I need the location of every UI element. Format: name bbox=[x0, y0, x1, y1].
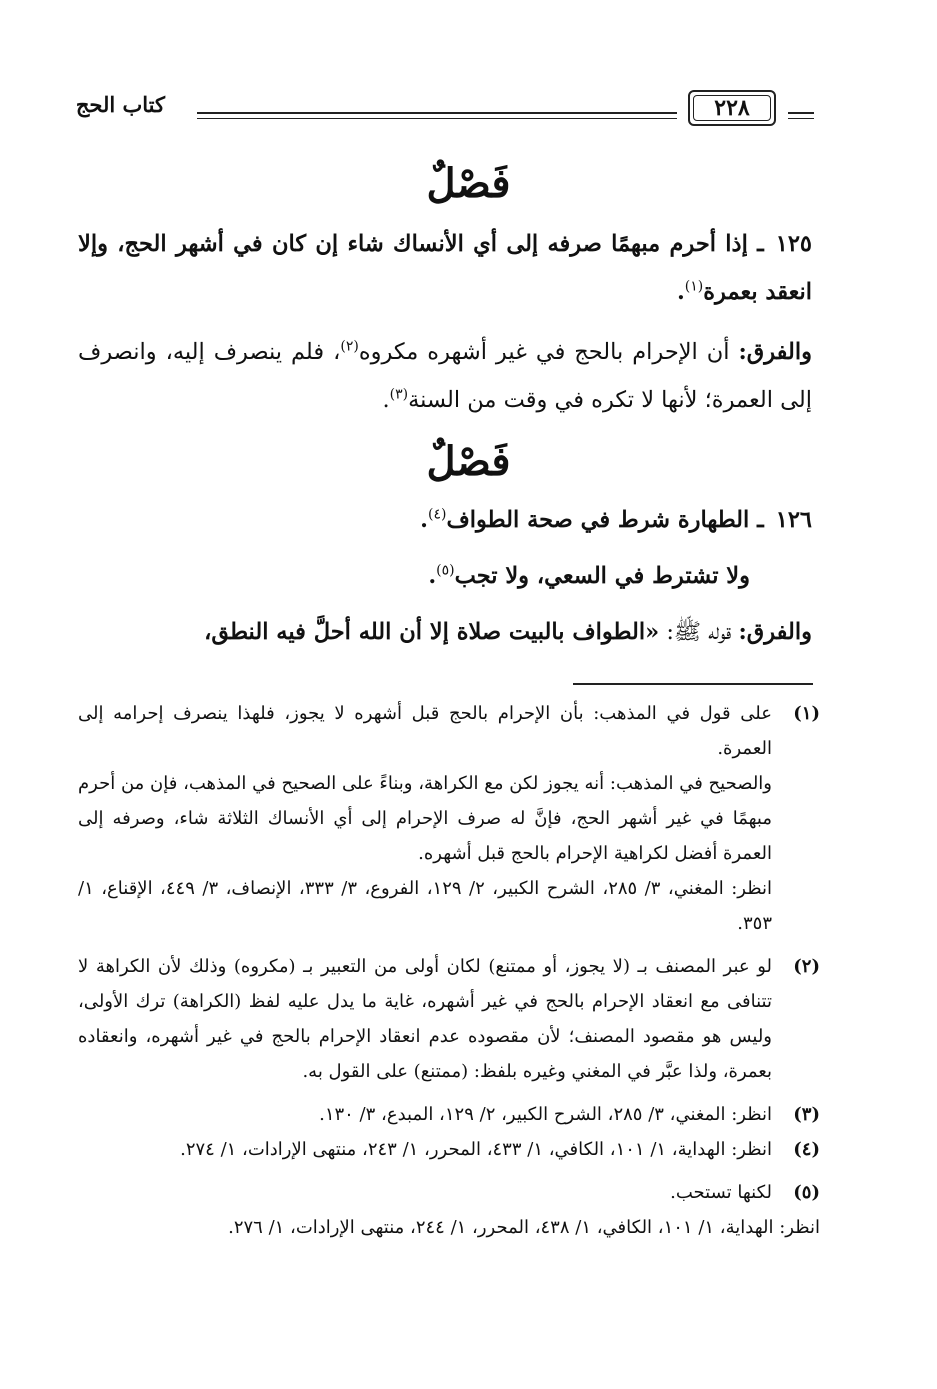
rule-end: . bbox=[420, 507, 428, 533]
footnote-ref[interactable]: (٣) bbox=[389, 386, 409, 403]
footnote-3 bbox=[78, 1097, 820, 1132]
rule-text: إذا أحرم مبهمًا صرفه إلى أي الأنساك شاء إن كان في أشهر الحج، وإلا انعقد بعمرة bbox=[78, 231, 812, 305]
footnote-number: (٤) bbox=[793, 1139, 820, 1160]
farq-paragraph-2 bbox=[78, 608, 812, 656]
header-rule-thin bbox=[197, 118, 677, 119]
header-rule-right-thin bbox=[788, 118, 814, 119]
footnote-text: لو عبر المصنف بـ (لا يجوز، أو ممتنع) لكان أولى من التعبير بـ (مكروه) وذلك لأن الكراهة لا تتنافى مع انعقاد الإحرام بالحج في غير أشهره، غاية ما يدل عليه لفظ (الكراهة) ترك الأولى، وليس هو مقصود المصنف؛ لأن مقصوده عدم انعقاد الإحرام بالحج في غير أشهره، وانعقاده بعمرة، ولذا عبَّر في المغني وغيره بلفظ: (ممتنع) على القول به. bbox=[78, 956, 772, 1082]
footnote-ref[interactable]: (٢) bbox=[340, 338, 359, 355]
footnote-4 bbox=[78, 1132, 820, 1167]
rule-number: ١٢٥ bbox=[775, 231, 812, 257]
rule-end: . bbox=[676, 279, 685, 305]
rule-dash: ـ bbox=[757, 507, 764, 533]
rule-125 bbox=[78, 220, 812, 316]
page-number: ٢٢٨ bbox=[714, 95, 750, 121]
running-header-title: كتاب الحج bbox=[75, 92, 165, 117]
footnote-text: والصحيح في المذهب: أنه يجوز لكن مع الكراهة، وبناءً على الصحيح في المذهب، فإن من أحرم مبهمًا في غير أشهر الحج، فإنَّ له صرف الإحرام إلى أي الأنساك الثلاثة شاء، وصرفه إلى العمرة أفضل لكراهية الإحرام بالحج قبل أشهره. bbox=[78, 773, 772, 864]
farq-paragraph-1 bbox=[78, 328, 812, 424]
section-1-body bbox=[78, 220, 812, 424]
footnote-ref[interactable]: (٥) bbox=[436, 562, 455, 579]
footnote-1 bbox=[78, 696, 820, 941]
farq-text: قوله ﷺ: bbox=[666, 619, 732, 645]
footnote-5 bbox=[78, 1175, 820, 1210]
rule-126-continued bbox=[78, 552, 812, 600]
section-2-body bbox=[78, 496, 812, 656]
rule-text: ولا تشترط في السعي، ولا تجب bbox=[454, 563, 750, 589]
footnote-ref[interactable]: (٤) bbox=[428, 506, 447, 523]
footnote-separator bbox=[573, 683, 813, 685]
section-heading: فَصْلٌ bbox=[426, 438, 511, 485]
rule-text: الطهارة شرط في صحة الطواف bbox=[446, 507, 750, 533]
footnote-5-continued bbox=[78, 1210, 820, 1245]
footnote-gap bbox=[78, 941, 820, 949]
footnote-number: (٣) bbox=[793, 1104, 820, 1125]
section-heading: فَصْلٌ bbox=[426, 160, 511, 207]
rule-dash: ـ bbox=[757, 231, 764, 257]
footnote-2 bbox=[78, 949, 820, 1089]
footnote-text: على قول في المذهب: بأن الإحرام بالحج قبل أشهره لا يجوز، فلهذا ينصرف إحرامه إلى العمرة. bbox=[78, 703, 772, 759]
footnote-text: انظر: المغني، ٣/ ٢٨٥، الشرح الكبير، ٢/ ١٢٩، الفروع، ٣/ ٣٣٣، الإنصاف، ٣/ ٤٤٩، الإقناع، ١/ ٣٥٣. bbox=[78, 878, 772, 934]
footnote-ref[interactable]: (١) bbox=[684, 278, 704, 295]
farq-label: والفرق: bbox=[738, 619, 812, 645]
header-rule-right bbox=[788, 112, 814, 114]
footnote-text: انظر: الهداية، ١/ ١٠١، الكافي، ١/ ٤٣٨، المحرر، ١/ ٢٤٤، منتهى الإرادات، ١/ ٢٧٦. bbox=[228, 1217, 820, 1238]
footnote-gap bbox=[78, 1089, 820, 1097]
rule-number: ١٢٦ bbox=[775, 507, 812, 533]
header-rule bbox=[197, 112, 677, 114]
farq-end: . bbox=[382, 387, 390, 413]
farq-text: أن الإحرام بالحج في غير أشهره مكروه bbox=[358, 339, 730, 365]
footnote-text: انظر: الهداية، ١/ ١٠١، الكافي، ١/ ٤٣٣، المحرر، ١/ ٢٤٣، منتهى الإرادات، ١/ ٢٧٤. bbox=[180, 1139, 772, 1160]
farq-label: والفرق: bbox=[738, 339, 813, 365]
footnote-gap bbox=[78, 1167, 820, 1175]
hadith-quote: «الطواف بالبيت صلاة إلا أن الله أحلَّ فيه النطق، bbox=[204, 619, 660, 645]
footnote-number: (٢) bbox=[793, 956, 820, 977]
footnote-text: انظر: المغني، ٣/ ٢٨٥، الشرح الكبير، ٢/ ١٢٩، المبدع، ٣/ ١٣٠. bbox=[319, 1104, 772, 1125]
farq-text: ، فلم ينصرف إليه، وانصرف إلى العمرة؛ لأنها لا تكره في وقت من السنة bbox=[78, 339, 812, 413]
footnotes bbox=[78, 696, 820, 1245]
rule-126 bbox=[78, 496, 812, 544]
footnote-text: لكنها تستحب. bbox=[670, 1182, 772, 1203]
footnote-number: (٥) bbox=[793, 1182, 820, 1203]
rule-end: . bbox=[428, 563, 437, 589]
footnote-number: (١) bbox=[793, 703, 820, 724]
page-number-frame bbox=[688, 90, 776, 126]
